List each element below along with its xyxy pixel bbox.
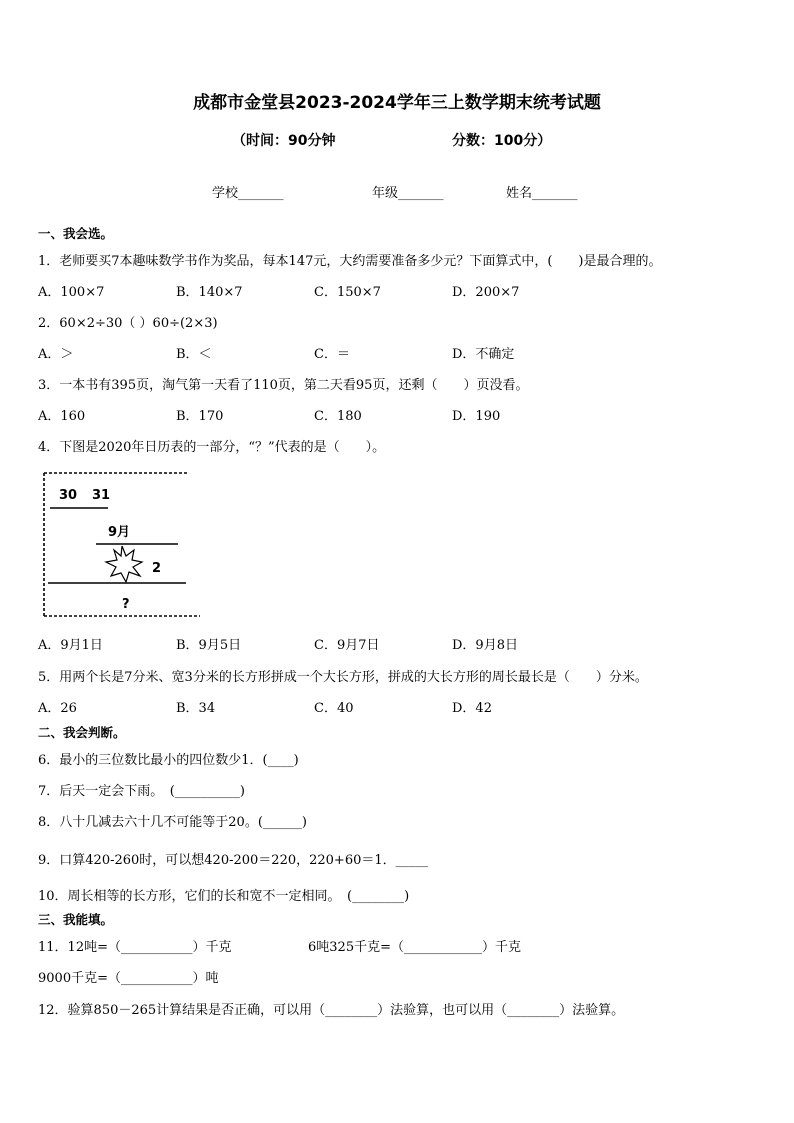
option: A．＞ — [38, 347, 74, 362]
exam-time: （时间：90分钟 — [232, 133, 336, 149]
question-11a: 11．12吨=（___________）千克 — [38, 940, 232, 955]
option: D．190 — [452, 409, 501, 424]
option: D．不确定 — [452, 347, 515, 362]
question-9: 9．口算420-260时，可以想420-200＝220，220+60＝1．_____ — [38, 853, 429, 868]
option: B．9月5日 — [176, 638, 242, 653]
option: D．9月8日 — [452, 638, 518, 653]
option: A．100×7 — [38, 285, 105, 300]
question-6: 6．最小的三位数比最小的四位数少1．(____) — [38, 753, 299, 768]
option: A．160 — [38, 409, 86, 424]
option: B．＜ — [176, 347, 212, 362]
option: D．200×7 — [452, 285, 520, 300]
question-11c: 9000千克=（___________）吨 — [38, 971, 219, 986]
day-2: 2 — [152, 561, 162, 576]
question-10: 10．周长相等的长方形，它们的长和宽不一定相同。 (________) — [38, 889, 410, 904]
question-12: 12．验算850－265计算结果是否正确，可以用（________）法验算，也可以用（________）法验算。 — [38, 1003, 625, 1018]
school-field: 学校_______ — [212, 186, 284, 201]
question-3: 3．一本书有395页，淘气第一天看了110页，第二天看95页，还剩（ ）页没看。 — [38, 378, 529, 393]
option: B．170 — [176, 409, 224, 424]
exam-score: 分数：100分） — [452, 133, 552, 149]
page-title: 成都市金堂县2023-2024学年三上数学期末统考试题 — [193, 93, 601, 113]
question-8: 8．八十几减去六十几不可能等于20。(______) — [38, 815, 307, 830]
question-2: 2．60×2÷30（ ）60÷(2×3) — [38, 316, 218, 331]
day-31: 31 — [92, 488, 111, 503]
question-5: 5．用两个长是7分米、宽3分米的长方形拼成一个大长方形，拼成的大长方形的周长最长是（ ）分米。 — [38, 670, 648, 685]
section-heading: 一、我会选。 — [38, 226, 114, 241]
grade-field: 年级_______ — [372, 186, 444, 201]
day-30: 30 — [59, 488, 78, 503]
option: B．34 — [176, 701, 216, 716]
question-7: 7．后天一定会下雨。 (__________) — [38, 784, 245, 799]
option: B．140×7 — [176, 285, 243, 300]
calendar-figure — [38, 468, 208, 620]
question-11b: 6吨325千克=（____________）千克 — [308, 940, 521, 955]
option: C．9月7日 — [314, 638, 380, 653]
name-field: 姓名_______ — [506, 186, 578, 201]
starburst-icon — [106, 546, 142, 582]
option: C．＝ — [314, 347, 350, 362]
unknown-day: ? — [122, 597, 130, 612]
question-4: 4．下图是2020年日历表的一部分，“？”代表的是（ ）。 — [38, 440, 386, 455]
section-heading: 二、我会判断。 — [38, 725, 126, 740]
option: C．180 — [314, 409, 362, 424]
option: D．42 — [452, 701, 492, 716]
section-heading: 三、我能填。 — [38, 912, 114, 927]
question-1: 1．老师要买7本趣味数学书作为奖品，每本147元，大约需要准备多少元？下面算式中，( )是最合理的。 — [38, 254, 662, 269]
option: A．9月1日 — [38, 638, 103, 653]
option: C．150×7 — [314, 285, 381, 300]
option: A．26 — [38, 701, 77, 716]
month-label: 9月 — [108, 525, 131, 540]
option: C．40 — [314, 701, 354, 716]
